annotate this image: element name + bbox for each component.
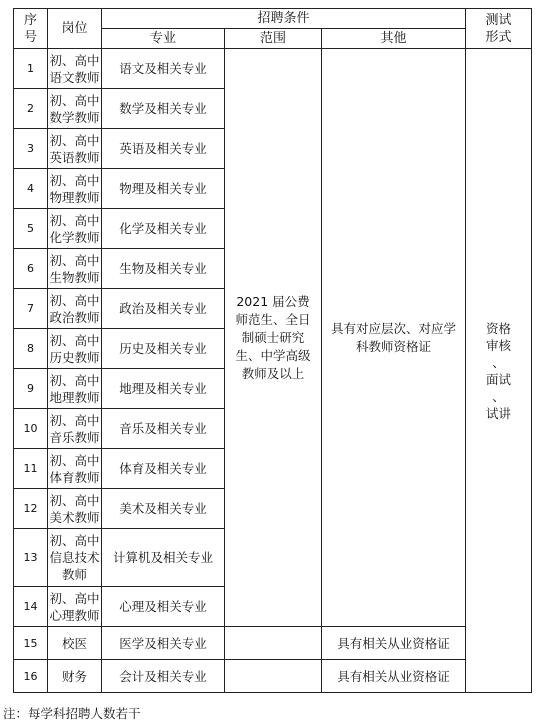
row-major: 物理及相关专业 — [102, 169, 225, 209]
header-test: 测试形式 — [466, 9, 532, 49]
row-other: 具有相关从业资格证 — [322, 660, 466, 693]
row-major: 地理及相关专业 — [102, 369, 225, 409]
header-seq: 序号 — [14, 9, 48, 49]
row-major: 化学及相关专业 — [102, 209, 225, 249]
row-num: 12 — [14, 489, 48, 529]
row-num: 2 — [14, 89, 48, 129]
row-position: 初、高中信息技术教师 — [48, 529, 102, 587]
row-position: 校医 — [48, 627, 102, 660]
row-major: 体育及相关专业 — [102, 449, 225, 489]
header-other: 其他 — [322, 29, 466, 49]
row-num: 15 — [14, 627, 48, 660]
row-major: 心理及相关专业 — [102, 587, 225, 627]
header-conditions: 招聘条件 — [102, 9, 466, 29]
scope-merged-cell: 2021 届公费师范生、全日制硕士研究生、中学高级教师及以上 — [225, 49, 322, 627]
row-num: 8 — [14, 329, 48, 369]
row-major: 音乐及相关专业 — [102, 409, 225, 449]
recruitment-table — [13, 8, 532, 693]
row-major: 数学及相关专业 — [102, 89, 225, 129]
test-line: 、 — [492, 388, 505, 404]
test-line: 、 — [492, 354, 505, 370]
row-major: 医学及相关专业 — [102, 627, 225, 660]
row-num: 13 — [14, 529, 48, 587]
header-scope: 范围 — [225, 29, 322, 49]
test-line: 试讲 — [485, 405, 511, 421]
row-num: 7 — [14, 289, 48, 329]
row-position: 初、高中政治教师 — [48, 289, 102, 329]
row-position: 初、高中物理教师 — [48, 169, 102, 209]
row-num: 11 — [14, 449, 48, 489]
row-num: 16 — [14, 660, 48, 693]
row-major: 英语及相关专业 — [102, 129, 225, 169]
row-position: 财务 — [48, 660, 102, 693]
row-position: 初、高中音乐教师 — [48, 409, 102, 449]
row-num: 1 — [14, 49, 48, 89]
row-scope-empty — [225, 627, 322, 660]
row-scope-empty — [225, 660, 322, 693]
row-num: 6 — [14, 249, 48, 289]
test-line: 资格 — [485, 320, 511, 336]
test-merged-cell — [466, 49, 532, 693]
row-position: 初、高中心理教师 — [48, 587, 102, 627]
table-row — [14, 660, 532, 693]
row-major: 生物及相关专业 — [102, 249, 225, 289]
row-num: 10 — [14, 409, 48, 449]
row-num: 5 — [14, 209, 48, 249]
row-position: 初、高中地理教师 — [48, 369, 102, 409]
row-position: 初、高中美术教师 — [48, 489, 102, 529]
row-position: 初、高中数学教师 — [48, 89, 102, 129]
table-row — [14, 627, 532, 660]
header-major: 专业 — [102, 29, 225, 49]
header-position: 岗位 — [48, 9, 102, 49]
row-num: 9 — [14, 369, 48, 409]
row-position: 初、高中语文教师 — [48, 49, 102, 89]
row-position: 初、高中化学教师 — [48, 209, 102, 249]
row-num: 14 — [14, 587, 48, 627]
row-major: 会计及相关专业 — [102, 660, 225, 693]
row-num: 4 — [14, 169, 48, 209]
footnote: 注：每学科招聘人数若干 — [3, 706, 141, 721]
test-line: 审核 — [485, 337, 511, 353]
table-row — [14, 49, 532, 89]
row-major: 政治及相关专业 — [102, 289, 225, 329]
row-major: 历史及相关专业 — [102, 329, 225, 369]
test-line: 面试 — [485, 371, 511, 387]
row-position: 初、高中英语教师 — [48, 129, 102, 169]
row-position: 初、高中历史教师 — [48, 329, 102, 369]
row-num: 3 — [14, 129, 48, 169]
row-major: 计算机及相关专业 — [102, 529, 225, 587]
row-position: 初、高中体育教师 — [48, 449, 102, 489]
row-major: 语文及相关专业 — [102, 49, 225, 89]
row-other: 具有相关从业资格证 — [322, 627, 466, 660]
other-merged-cell: 具有对应层次、对应学科教师资格证 — [322, 49, 466, 627]
row-position: 初、高中生物教师 — [48, 249, 102, 289]
row-major: 美术及相关专业 — [102, 489, 225, 529]
